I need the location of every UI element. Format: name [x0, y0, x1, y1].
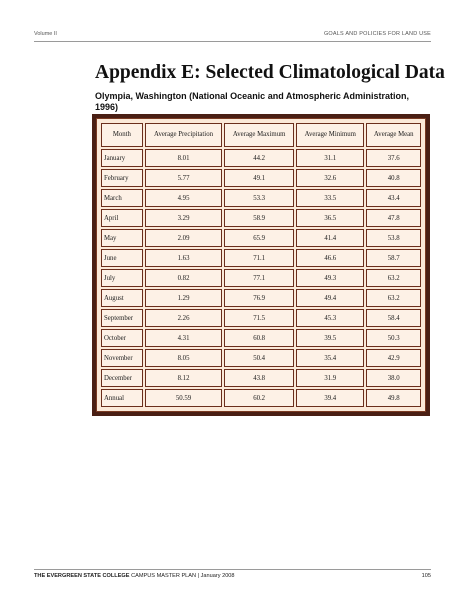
climate-table-inner	[96, 118, 426, 412]
value-cell: 2.09	[145, 229, 222, 247]
value-cell: 8.01	[145, 149, 222, 167]
value-cell: 43.4	[366, 189, 421, 207]
header-divider	[34, 41, 431, 42]
value-cell: 60.8	[224, 329, 294, 347]
climate-table	[99, 121, 423, 409]
table-row	[101, 329, 421, 347]
month-cell: June	[101, 249, 143, 267]
table-row	[101, 369, 421, 387]
column-header-maximum: Average Maximum	[224, 123, 294, 147]
value-cell: 60.2	[224, 389, 294, 407]
month-cell: April	[101, 209, 143, 227]
value-cell: 77.1	[224, 269, 294, 287]
page-number: 105	[421, 573, 431, 579]
value-cell: 50.3	[366, 329, 421, 347]
value-cell: 1.63	[145, 249, 222, 267]
value-cell: 50.4	[224, 349, 294, 367]
table-row	[101, 229, 421, 247]
month-cell: January	[101, 149, 143, 167]
value-cell: 71.5	[224, 309, 294, 327]
value-cell: 71.1	[224, 249, 294, 267]
table-row	[101, 209, 421, 227]
value-cell: 65.9	[224, 229, 294, 247]
value-cell: 4.95	[145, 189, 222, 207]
table-row	[101, 149, 421, 167]
value-cell: 3.29	[145, 209, 222, 227]
value-cell: 49.4	[296, 289, 364, 307]
value-cell: 49.1	[224, 169, 294, 187]
table-row	[101, 169, 421, 187]
footer-divider	[34, 569, 431, 570]
value-cell: 42.9	[366, 349, 421, 367]
table-row	[101, 289, 421, 307]
value-cell: 31.1	[296, 149, 364, 167]
value-cell: 8.12	[145, 369, 222, 387]
value-cell: 63.2	[366, 269, 421, 287]
table-row	[101, 309, 421, 327]
month-cell: May	[101, 229, 143, 247]
value-cell: 49.3	[296, 269, 364, 287]
table-row	[101, 349, 421, 367]
value-cell: 58.9	[224, 209, 294, 227]
value-cell: 53.3	[224, 189, 294, 207]
month-cell: October	[101, 329, 143, 347]
college-name: THE EVERGREEN STATE COLLEGE	[34, 573, 130, 579]
value-cell: 4.31	[145, 329, 222, 347]
table-row	[101, 269, 421, 287]
value-cell: 39.4	[296, 389, 364, 407]
value-cell: 31.9	[296, 369, 364, 387]
column-header-precipitation: Average Precipitation	[145, 123, 222, 147]
value-cell: 38.0	[366, 369, 421, 387]
value-cell: 39.5	[296, 329, 364, 347]
value-cell: 33.5	[296, 189, 364, 207]
table-row	[101, 249, 421, 267]
value-cell: 5.77	[145, 169, 222, 187]
value-cell: 47.8	[366, 209, 421, 227]
month-cell: September	[101, 309, 143, 327]
month-cell: December	[101, 369, 143, 387]
table-body	[101, 149, 421, 407]
value-cell: 1.29	[145, 289, 222, 307]
value-cell: 50.59	[145, 389, 222, 407]
value-cell: 8.05	[145, 349, 222, 367]
footer-left: THE EVERGREEN STATE COLLEGE CAMPUS MASTER PLAN | January 2008	[34, 573, 235, 579]
column-header-month: Month	[101, 123, 143, 147]
value-cell: 36.5	[296, 209, 364, 227]
footer-date: January 2008	[200, 573, 235, 579]
value-cell: 45.3	[296, 309, 364, 327]
page-footer	[34, 573, 431, 583]
table-row	[101, 189, 421, 207]
month-cell: February	[101, 169, 143, 187]
value-cell: 53.8	[366, 229, 421, 247]
volume-label: Volume II	[34, 31, 57, 37]
column-header-mean: Average Mean	[366, 123, 421, 147]
month-cell: March	[101, 189, 143, 207]
table-caption: Olympia, Washington (National Oceanic and Atmospheric Administration, 1996)	[95, 91, 410, 112]
value-cell: 76.9	[224, 289, 294, 307]
value-cell: 58.4	[366, 309, 421, 327]
value-cell: 58.7	[366, 249, 421, 267]
value-cell: 0.82	[145, 269, 222, 287]
month-cell: August	[101, 289, 143, 307]
value-cell: 41.4	[296, 229, 364, 247]
climate-table-frame	[92, 114, 430, 416]
value-cell: 35.4	[296, 349, 364, 367]
month-cell: Annual	[101, 389, 143, 407]
table-row	[101, 389, 421, 407]
value-cell: 32.6	[296, 169, 364, 187]
value-cell: 2.26	[145, 309, 222, 327]
value-cell: 44.2	[224, 149, 294, 167]
value-cell: 46.6	[296, 249, 364, 267]
month-cell: July	[101, 269, 143, 287]
value-cell: 40.8	[366, 169, 421, 187]
month-cell: November	[101, 349, 143, 367]
section-label: GOALS AND POLICIES FOR LAND USE	[323, 31, 431, 37]
table-header-row	[101, 123, 421, 147]
plan-name: CAMPUS MASTER PLAN	[131, 573, 197, 579]
page-title: Appendix E: Selected Climatological Data	[95, 62, 445, 83]
value-cell: 43.8	[224, 369, 294, 387]
value-cell: 63.2	[366, 289, 421, 307]
column-header-minimum: Average Minimum	[296, 123, 364, 147]
value-cell: 37.6	[366, 149, 421, 167]
value-cell: 49.8	[366, 389, 421, 407]
